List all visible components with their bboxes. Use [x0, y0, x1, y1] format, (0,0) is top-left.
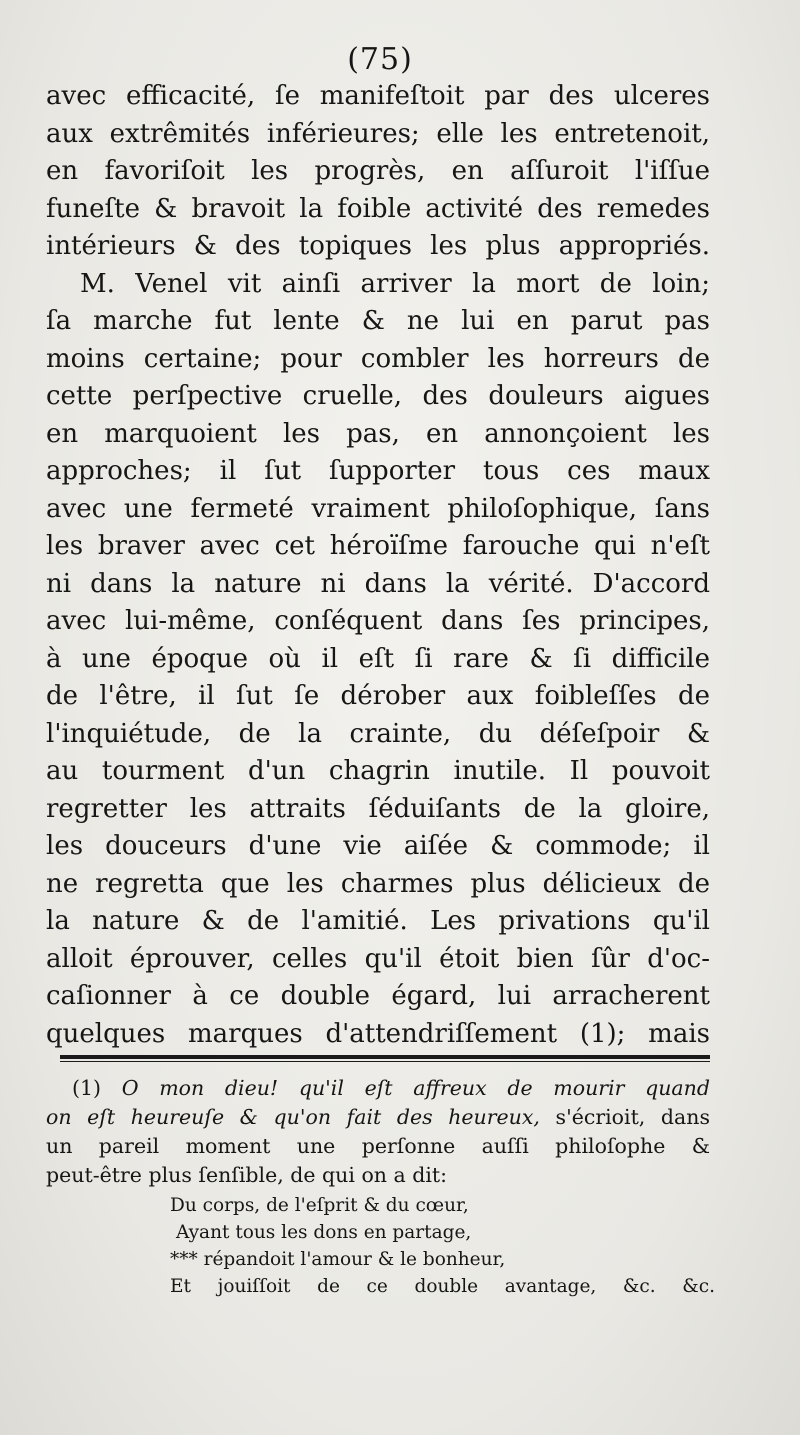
text-line: cette perſpective cruelle, des douleurs aigues — [46, 381, 710, 411]
text-line: avec efficacité, ſe manifeſtoit par des ulceres — [46, 81, 710, 111]
verse-line: *** répandoit l'amour & le bonheur, — [170, 1249, 506, 1270]
text-line: avec lui-même, conſéquent dans ſes principes, — [46, 606, 710, 636]
footnote-line: peut-être plus ſenſible, de qui on a dit: — [46, 1163, 448, 1187]
text-line: alloit éprouver, celles qu'il étoit bien ſûr d'oc- — [46, 943, 710, 974]
text-line: aux extrêmités inférieures; elle les entretenoit, — [46, 118, 710, 149]
text-line: M. Venel vit ainſi arriver la mort de loin; — [80, 268, 710, 299]
text-line: de l'être, il ſut ſe dérober aux foibleſſes de — [46, 681, 710, 711]
text-line: regretter les attraits ſéduiſants de la gloire, — [46, 793, 710, 824]
text-line: au tourment d'un chagrin inutile. Il pouvoit — [46, 756, 710, 786]
text-line: caſionner à ce double égard, lui arracherent — [46, 981, 710, 1011]
text-line: les braver avec cet héroïſme farouche qui n'eſt — [46, 531, 710, 561]
text-line: ſa marche fut lente & ne lui en parut pas — [46, 306, 710, 336]
text-line: approches; il ſut ſupporter tous ces maux — [46, 456, 710, 486]
footnote-line — [46, 1103, 710, 1132]
footnote-quote: on eſt heureuſe & qu'on fait des heureux, — [46, 1105, 540, 1129]
text-line: à une époque où il eſt ſi rare & ſi difficile — [46, 643, 710, 674]
text-line: funeſte & bravoit la foible activité des remedes — [46, 193, 710, 224]
text-line: les douceurs d'une vie aiſée & commode; il — [46, 831, 710, 861]
text-line: en favoriſoit les progrès, en aſſuroit l'iſſue — [46, 156, 710, 186]
text-line: la nature & de l'amitié. Les privations qu'il — [46, 906, 710, 936]
footnote-line — [46, 1074, 710, 1103]
text-line: l'inquiétude, de la crainte, du déſeſpoir & — [46, 718, 710, 749]
text-line: en marquoient les pas, en annonçoient les — [46, 418, 710, 449]
footnote-line: un pareil moment une perſonne auſſi philoſophe & — [46, 1134, 710, 1158]
verse-line: Du corps, de l'eſprit & du cœur, — [170, 1195, 469, 1216]
page-number: (75) — [347, 42, 413, 77]
footnote-divider — [60, 1055, 710, 1059]
text-line: intérieurs & des topiques les plus appropriés. — [46, 231, 710, 261]
verse-line: Ayant tous les dons en partage, — [176, 1222, 472, 1243]
main-text-block — [46, 78, 710, 1053]
footnote-marker: (1) — [72, 1076, 102, 1100]
verse-quotation — [170, 1192, 715, 1300]
text-line: quelques marques d'attendriſſement (1); mais — [46, 1018, 710, 1049]
text-line: ni dans la nature ni dans la vérité. D'accord — [46, 568, 710, 599]
text-line: moins certaine; pour combler les horreurs de — [46, 343, 710, 374]
footnote-text: s'écrioit, dans — [539, 1105, 710, 1129]
text-line: ne regretta que les charmes plus délicieux de — [46, 868, 710, 899]
footnote-quote: O mon dieu! qu'il eſt affreux de mourir quand — [121, 1076, 710, 1100]
footnote-divider-thin — [60, 1061, 710, 1062]
verse-line: Et jouiſſoit de ce double avantage, &c. &c. — [170, 1276, 715, 1297]
text-line: avec une fermeté vraiment philoſophique, ſans — [46, 493, 710, 524]
footnote — [46, 1074, 710, 1190]
